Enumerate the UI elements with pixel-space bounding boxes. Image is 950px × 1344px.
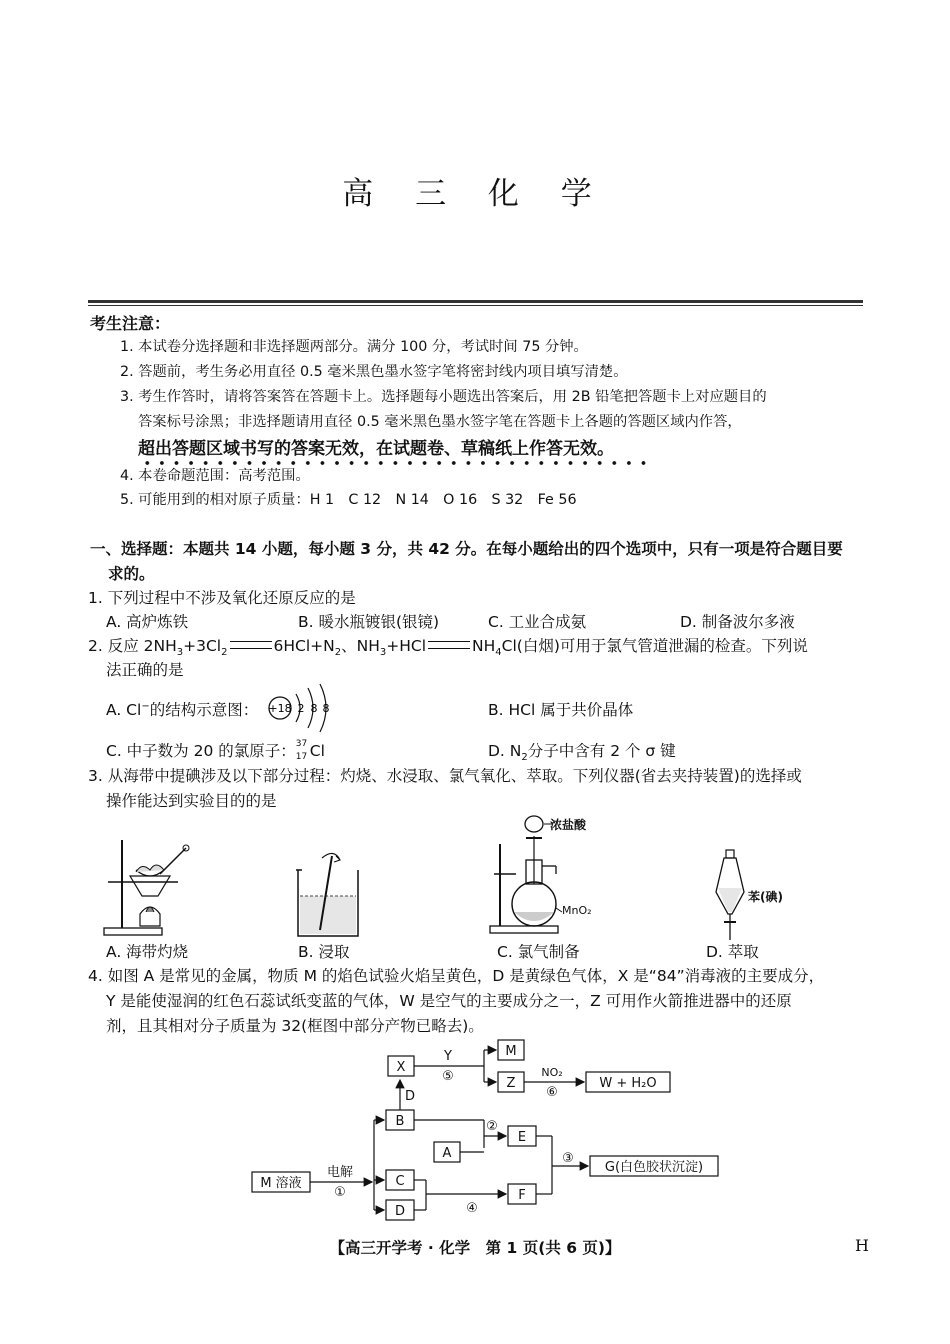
header-rule-thick (88, 300, 863, 303)
shell-electrons-2: 8 (310, 702, 318, 715)
section-heading-line2: 求的。 (108, 565, 155, 583)
flow-step-2: ② (486, 1119, 498, 1134)
apparatus-separatory-funnel (710, 848, 750, 942)
notice-item-2: 2. 答题前，考生务必用直径 0.5 毫米黑色墨水签字笔将密封线内项目填写清楚。 (120, 364, 628, 380)
apparatus-chlorine-prep (486, 814, 606, 942)
q2-a-label: A. Cl (106, 701, 142, 719)
chloride-structure-diagram (264, 682, 344, 734)
q2-sub: 2 (221, 647, 228, 659)
flow-c: C (395, 1174, 405, 1189)
flow-no2: NO₂ (541, 1066, 563, 1079)
notice-item-5: 5. 可能用到的相对原子质量：H 1 C 12 N 14 O 16 S 32 Fe 56 (120, 492, 577, 508)
page-title: 高 三 化 学 (342, 176, 608, 212)
flow-y: Y (444, 1049, 452, 1064)
q3-option-d: D. 萃取 (706, 943, 759, 961)
label-benzene-iodine: 苯(碘) (748, 890, 783, 904)
q3-option-c: C. 氯气制备 (497, 943, 580, 961)
q2-sub: 4 (495, 647, 502, 659)
notice-heading: 考生注意： (90, 314, 171, 333)
q4-stem-line3: 剂，且其相对分子质量为 32(框图中部分产物已略去)。 (106, 1017, 484, 1035)
paper-code: H (855, 1236, 869, 1255)
flow-d-reagent: D (404, 1089, 416, 1104)
q2-d-sub: 2 (521, 752, 528, 764)
flow-f: F (518, 1188, 526, 1203)
page-footer: 【高三开学考 · 化学 第 1 页(共 6 页)】 (329, 1239, 621, 1257)
shell-electrons-3: 8 (322, 702, 330, 715)
q2-option-d (488, 739, 676, 763)
isotope-symbol: Cl (309, 742, 325, 760)
flow-m-product: M (505, 1044, 517, 1059)
isotope-mass: 37 (295, 738, 308, 749)
q2-sub: 3 (176, 647, 184, 659)
q3-option-a: A. 海带灼烧 (106, 943, 189, 961)
label-conc-hcl: 浓盐酸 (550, 818, 587, 832)
q2-stem-part: +3Cl (183, 637, 222, 655)
flow-step-1: ① (334, 1185, 346, 1200)
q1-stem: 1. 下列过程中不涉及氧化还原反应的是 (88, 589, 356, 607)
apparatus-beaker (290, 848, 370, 940)
q2-stem-part: +HCl (386, 637, 427, 655)
q1-option-a: A. 高炉炼铁 (106, 613, 189, 631)
q3-option-b: B. 浸取 (298, 943, 350, 961)
flow-w-h2o: W + H₂O (599, 1076, 657, 1091)
q2-a-sup: − (141, 700, 150, 712)
flow-b: B (395, 1114, 405, 1129)
q2-stem-line1 (88, 634, 808, 658)
q4-stem-line2: Y 是能使湿润的红色石蕊试纸变蓝的气体，W 是空气的主要成分之一，Z 可用作火箭推进器中的还原 (106, 992, 792, 1010)
q2-stem-part: 、NH (341, 637, 380, 655)
q1-option-b: B. 暖水瓶镀银(银镜) (298, 613, 440, 631)
q2-d-part: D. N (488, 742, 522, 760)
q1-option-c: C. 工业合成氨 (488, 613, 587, 631)
flow-z: Z (506, 1076, 516, 1091)
notice-item-3: 3. 考生作答时，请将答案答在答题卡上。选择题每小题选出答案后，用 2B 铅笔把答题卡上对应题目的 (120, 389, 767, 405)
apparatus-ignition (100, 830, 210, 940)
q2-option-a (106, 698, 258, 720)
equals-sign (428, 641, 470, 649)
notice-item-3-emphasis: 超出答题区域书写的答案无效，在试题卷、草稿纸上作答无效。 (138, 439, 614, 459)
q3-stem-line1: 3. 从海带中提碘涉及以下部分过程：灼烧、水浸取、氯气氧化、萃取。下列仪器(省去夹持装置)的选择或 (88, 767, 802, 785)
equals-sign (230, 641, 272, 649)
flow-step-3: ③ (562, 1151, 574, 1166)
q2-d-part: 分子中含有 2 个 σ 键 (527, 742, 676, 760)
q2-stem-part: Cl(白烟)可用于氯气管道泄漏的检查。下列说 (501, 637, 808, 655)
isotope-atomic: 17 (295, 751, 308, 762)
q2-c-label: C. 中子数为 20 的氯原子： (106, 742, 296, 760)
label-mno2: MnO₂ (562, 904, 592, 917)
q2-option-b: B. HCl 属于共价晶体 (488, 701, 634, 719)
section-heading-line1: 一、选择题：本题共 14 小题，每小题 3 分，共 42 分。在每小题给出的四个选项中，只有一项是符合题目要 (90, 540, 843, 558)
notice-item-3-cont: 答案标号涂黑；非选择题请用直径 0.5 毫米黑色墨水签字笔在答题卡上各题的答题区域内作答， (138, 414, 742, 430)
notice-item-1: 1. 本试卷分选择题和非选择题两部分。满分 100 分，考试时间 75 分钟。 (120, 339, 588, 355)
q2-a-text: 的结构示意图： (149, 701, 259, 719)
q4-stem-line1: 4. 如图 A 是常见的金属，物质 M 的焰色试验火焰呈黄色，D 是黄绿色气体，X 是“84”消毒液的主要成分， (88, 967, 825, 985)
q3-stem-line2: 操作能达到实验目的的是 (106, 792, 277, 810)
flow-x: X (396, 1060, 406, 1075)
flow-e: E (517, 1130, 527, 1145)
q2-sub: 2 (334, 647, 342, 659)
q2-sub: 3 (379, 647, 387, 659)
q2-stem-part: 6HCl+N (273, 637, 335, 655)
flow-step-6: ⑥ (546, 1085, 558, 1100)
q1-option-d: D. 制备波尔多液 (680, 613, 795, 631)
isotope-notation (295, 738, 310, 762)
q2-stem-part: 2. 反应 2NH (88, 637, 177, 655)
flow-g: G(白色胶状沉淀) (604, 1160, 704, 1175)
flow-a: A (442, 1146, 452, 1161)
flow-electrolysis: 电解 (326, 1165, 354, 1180)
flow-m-solution: M 溶液 (260, 1176, 302, 1191)
nucleus-charge: +18 (268, 702, 292, 715)
header-rule-thin (88, 305, 863, 306)
q4-flow-diagram (240, 1036, 720, 1226)
shell-electrons-1: 2 (297, 702, 305, 715)
flow-d: D (394, 1204, 406, 1219)
flow-step-4: ④ (466, 1201, 478, 1216)
q2-stem-line2: 法正确的是 (106, 661, 184, 679)
q2-stem-part: NH (472, 637, 496, 655)
notice-item-4: 4. 本卷命题范围：高考范围。 (120, 468, 310, 484)
flow-step-5: ⑤ (442, 1069, 454, 1084)
q2-option-c (106, 739, 325, 761)
